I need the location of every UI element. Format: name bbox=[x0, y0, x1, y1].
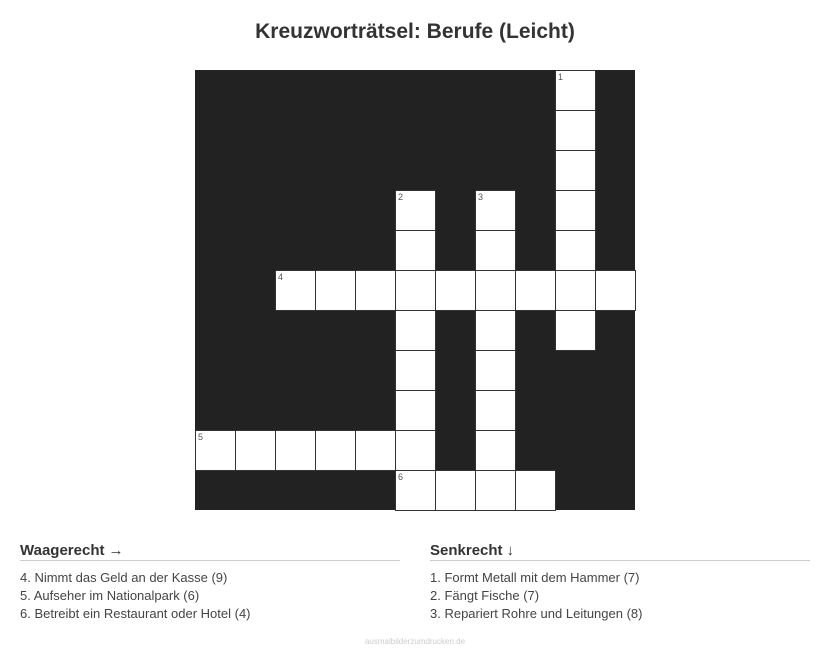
crossword-cell[interactable] bbox=[555, 230, 596, 271]
clue-number: 5 bbox=[198, 432, 204, 442]
crossword-grid bbox=[195, 70, 635, 510]
crossword-cell[interactable] bbox=[435, 270, 476, 311]
crossword-cell[interactable] bbox=[475, 310, 516, 351]
crossword-cell[interactable] bbox=[475, 230, 516, 271]
crossword-cell[interactable] bbox=[355, 430, 396, 471]
clue-item: 1. Formt Metall mit dem Hammer (7) bbox=[430, 570, 640, 585]
crossword-cell[interactable] bbox=[475, 430, 516, 471]
crossword-cell[interactable] bbox=[355, 270, 396, 311]
arrow-down-icon: ↓ bbox=[506, 542, 515, 559]
clue-number: 3 bbox=[478, 192, 484, 202]
down-clue-list bbox=[430, 569, 810, 623]
clue-item: 4. Nimmt das Geld an der Kasse (9) bbox=[20, 570, 228, 585]
across-heading bbox=[20, 542, 400, 561]
crossword-cell[interactable] bbox=[555, 150, 596, 191]
crossword-cell[interactable] bbox=[435, 470, 476, 511]
clue-item: 5. Aufseher im Nationalpark (6) bbox=[20, 588, 200, 603]
clue-number: 2 bbox=[398, 192, 404, 202]
clues-down-section bbox=[430, 542, 810, 623]
crossword-cell[interactable] bbox=[395, 430, 436, 471]
crossword-cell[interactable] bbox=[315, 270, 356, 311]
down-heading bbox=[430, 542, 810, 561]
across-clue-list bbox=[20, 569, 400, 623]
page-title: Kreuzworträtsel: Berufe (Leicht) bbox=[255, 20, 575, 43]
crossword-cell[interactable] bbox=[475, 350, 516, 391]
crossword-cell[interactable] bbox=[395, 190, 436, 231]
crossword-cell[interactable] bbox=[555, 110, 596, 151]
crossword-cell[interactable] bbox=[475, 470, 516, 511]
crossword-cell[interactable] bbox=[195, 430, 236, 471]
footer-credit: ausmalbilderzumdrucken.de bbox=[364, 637, 466, 646]
crossword-cell[interactable] bbox=[555, 190, 596, 231]
crossword-cell[interactable] bbox=[315, 430, 356, 471]
crossword-cell[interactable] bbox=[475, 390, 516, 431]
clue-number: 4 bbox=[278, 272, 284, 282]
clue-item: 6. Betreibt ein Restaurant oder Hotel (4) bbox=[20, 606, 251, 621]
crossword-cell[interactable] bbox=[475, 270, 516, 311]
crossword-cell[interactable] bbox=[555, 310, 596, 351]
across-heading-label: Waagerecht bbox=[20, 542, 105, 559]
crossword-cell[interactable] bbox=[275, 430, 316, 471]
down-heading-label: Senkrecht bbox=[430, 542, 503, 559]
crossword-cell[interactable] bbox=[395, 270, 436, 311]
crossword-cell[interactable] bbox=[475, 190, 516, 231]
clue-number: 1 bbox=[558, 72, 564, 82]
crossword-cell[interactable] bbox=[515, 470, 556, 511]
clue-number: 6 bbox=[398, 472, 404, 482]
crossword-cell[interactable] bbox=[555, 70, 596, 111]
clue-item: 2. Fängt Fische (7) bbox=[430, 588, 540, 603]
crossword-cell[interactable] bbox=[395, 310, 436, 351]
crossword-cell[interactable] bbox=[275, 270, 316, 311]
crossword-cell[interactable] bbox=[395, 350, 436, 391]
crossword-cell[interactable] bbox=[395, 390, 436, 431]
crossword-cell[interactable] bbox=[555, 270, 596, 311]
arrow-right-icon: → bbox=[108, 542, 124, 559]
clue-item: 3. Repariert Rohre und Leitungen (8) bbox=[430, 606, 643, 621]
crossword-cell[interactable] bbox=[395, 230, 436, 271]
crossword-cell[interactable] bbox=[235, 430, 276, 471]
crossword-cell[interactable] bbox=[595, 270, 636, 311]
crossword-cell[interactable] bbox=[515, 270, 556, 311]
crossword-cell[interactable] bbox=[395, 470, 436, 511]
clues-across-section bbox=[20, 542, 400, 623]
